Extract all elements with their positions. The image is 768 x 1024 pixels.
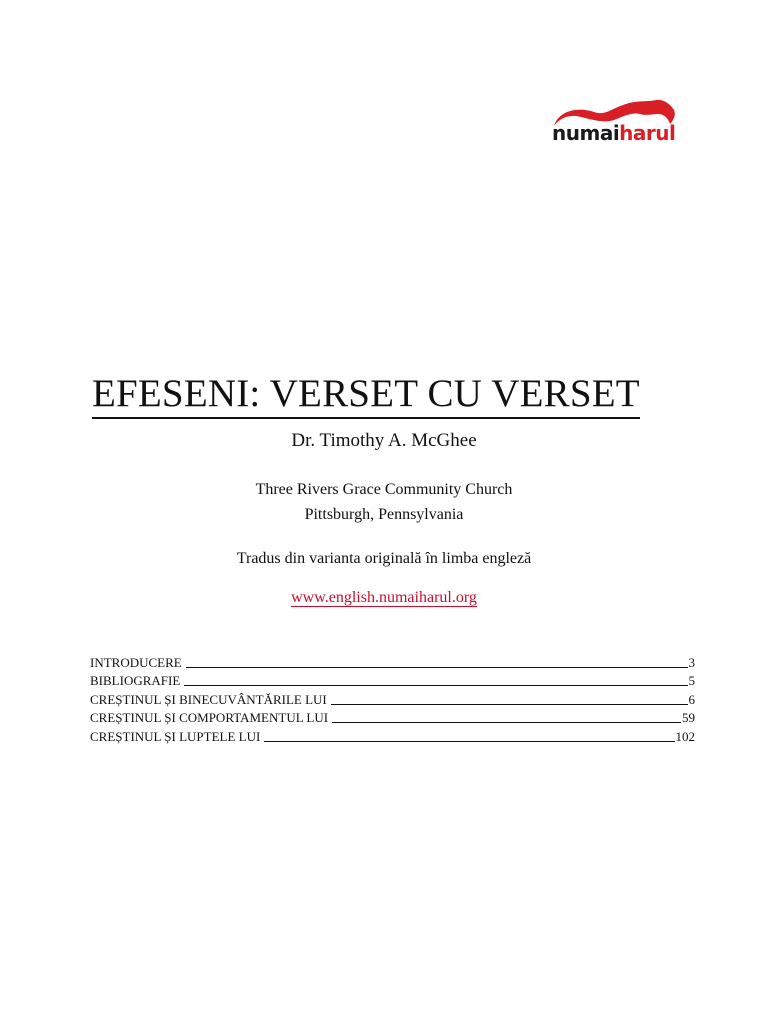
toc-entry-bibliografie[interactable]	[90, 671, 695, 690]
toc-entry-introducere[interactable]	[90, 652, 695, 671]
toc-entry-page: 6	[688, 691, 695, 707]
toc-entry-label: CREȘTINUL ȘI BINECUVÂNTĂRILE LUI	[90, 691, 327, 707]
author-name: Dr. Timothy A. McGhee	[291, 430, 477, 451]
svg-text:numaiharul	[552, 121, 675, 145]
toc-entry-label: CREȘTINUL ȘI COMPORTAMENTUL LUI	[90, 710, 329, 725]
logo-text-harul: harul	[619, 121, 676, 145]
toc-leader	[264, 740, 674, 742]
logo-text-numai: numai	[552, 121, 620, 145]
toc-entry-page: 5	[688, 673, 695, 688]
toc-entry-luptele[interactable]	[90, 726, 695, 745]
translation-note: Tradus din varianta originală în limba engleză	[236, 550, 532, 567]
toc-entry-label: CREȘTINUL ȘI LUPTELE LUI	[90, 728, 261, 744]
church-location: Pittsburgh, Pennsylvania	[304, 506, 464, 523]
toc-entry-label: BIBLIOGRAFIE	[90, 673, 181, 688]
toc-entry-page: 102	[675, 728, 695, 744]
toc-leader	[332, 721, 681, 723]
website-container	[0, 588, 768, 608]
toc-entry-comportamentul[interactable]	[90, 708, 695, 727]
toc-entry-page: 59	[682, 710, 695, 725]
toc-entry-label: INTRODUCERE	[90, 654, 182, 670]
toc-leader	[184, 684, 687, 686]
toc-entry-page: 3	[688, 654, 695, 670]
table-of-contents	[90, 652, 695, 745]
toc-leader	[186, 666, 688, 668]
church-name: Three Rivers Grace Community Church	[255, 481, 513, 498]
toc-entry-binecuvantarile[interactable]	[90, 689, 695, 708]
numaiharul-logo	[548, 96, 680, 148]
toc-leader	[331, 703, 688, 705]
document-title: EFESENI: VERSET CU VERSET	[92, 371, 640, 419]
website-link[interactable]: www.english.numaiharul.org	[291, 589, 477, 606]
